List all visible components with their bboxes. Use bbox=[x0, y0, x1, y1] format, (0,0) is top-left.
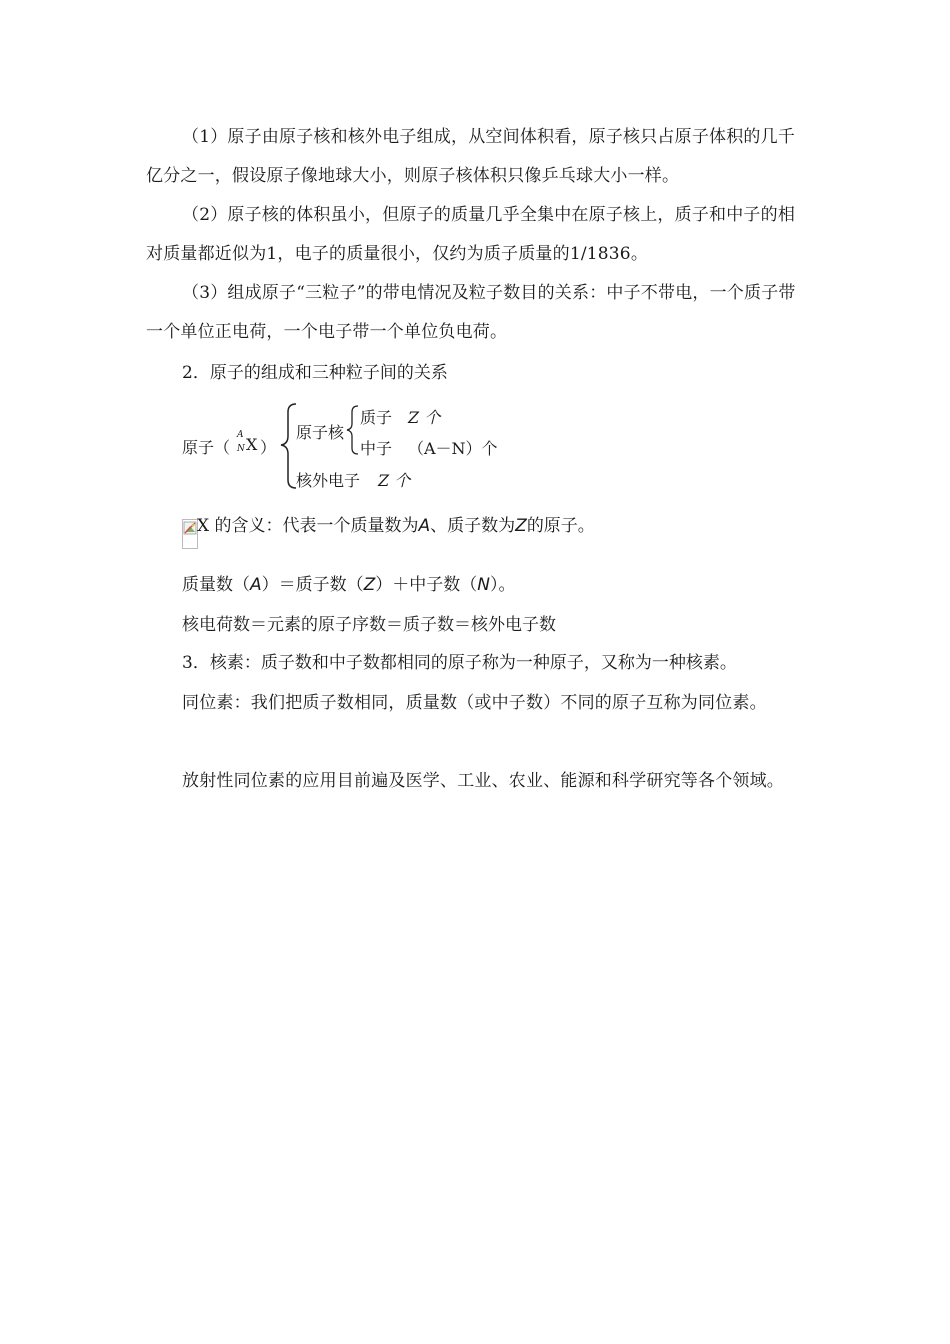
meaning-a: A bbox=[418, 516, 431, 536]
neutron-count: （A－N）个 bbox=[408, 439, 498, 458]
meaning-suffix: 的原子。 bbox=[526, 516, 595, 536]
meaning-mid: 、质子数为 bbox=[430, 516, 516, 536]
mass-number-line bbox=[182, 572, 516, 598]
mass-number-sup: A bbox=[237, 430, 244, 440]
mass-n: N bbox=[477, 575, 491, 595]
paragraph-3: （3）组成原子“三粒子”的带电情况及粒子数目的关系：中子不带电，一个质子带一个单位正电荷，一个电子带一个单位负电荷。 bbox=[146, 283, 796, 342]
meaning-z: Z bbox=[515, 516, 527, 536]
atom-close-paren: ） bbox=[260, 438, 277, 457]
atom-composition-diagram bbox=[180, 398, 520, 494]
atomic-number-sub: N bbox=[237, 444, 245, 454]
atom-label: 原子（ bbox=[182, 438, 231, 457]
paragraph-1: （1）原子由原子核和核外电子组成，从空间体积看，原子核只占原子体积的几千亿分之一，假设原子像地球大小，则原子核体积只像乒乓球大小一样。 bbox=[146, 127, 796, 186]
mass-text-4: ）。 bbox=[490, 575, 516, 595]
isotope-application: 放射性同位素的应用目前遍及医学、工业、农业、能源和科学研究等各个领域。 bbox=[182, 771, 784, 791]
mass-a: A bbox=[250, 575, 262, 595]
isotope-definition: 同位素：我们把质子数相同，质量数（或中子数）不同的原子互称为同位素。 bbox=[182, 693, 767, 713]
outer-brace bbox=[281, 404, 296, 488]
meaning-line bbox=[197, 513, 595, 539]
broken-image-icon bbox=[182, 519, 198, 549]
electron-count: Z 个 bbox=[378, 471, 411, 490]
proton-label: 质子 bbox=[360, 408, 393, 427]
mass-text-2: ）＝质子数（ bbox=[261, 575, 364, 595]
mass-text-1: 质量数（ bbox=[182, 575, 250, 595]
charge-line: 核电荷数＝元素的原子序数＝质子数＝核外电子数 bbox=[182, 615, 556, 635]
nucleus-label: 原子核 bbox=[296, 423, 345, 442]
mass-z: Z bbox=[363, 575, 376, 595]
element-symbol: X bbox=[246, 435, 258, 454]
section-heading-2: 2．原子的组成和三种粒子间的关系 bbox=[182, 363, 448, 383]
nuclide-definition: 3．核素：质子数和中子数都相同的原子称为一种原子，又称为一种核素。 bbox=[182, 653, 737, 673]
inner-brace bbox=[347, 406, 358, 454]
electron-label: 核外电子 bbox=[296, 471, 361, 490]
meaning-prefix: X 的含义：代表一个质量数为 bbox=[197, 516, 419, 536]
neutron-label: 中子 bbox=[360, 439, 393, 458]
paragraph-2: （2）原子核的体积虽小，但原子的质量几乎全集中在原子核上，质子和中子的相对质量都近似为1，电子的质量很小，仅约为质子质量的1/1836。 bbox=[146, 205, 796, 264]
mass-text-3: ）＋中子数（ bbox=[375, 575, 478, 595]
proton-count: Z 个 bbox=[408, 408, 441, 427]
